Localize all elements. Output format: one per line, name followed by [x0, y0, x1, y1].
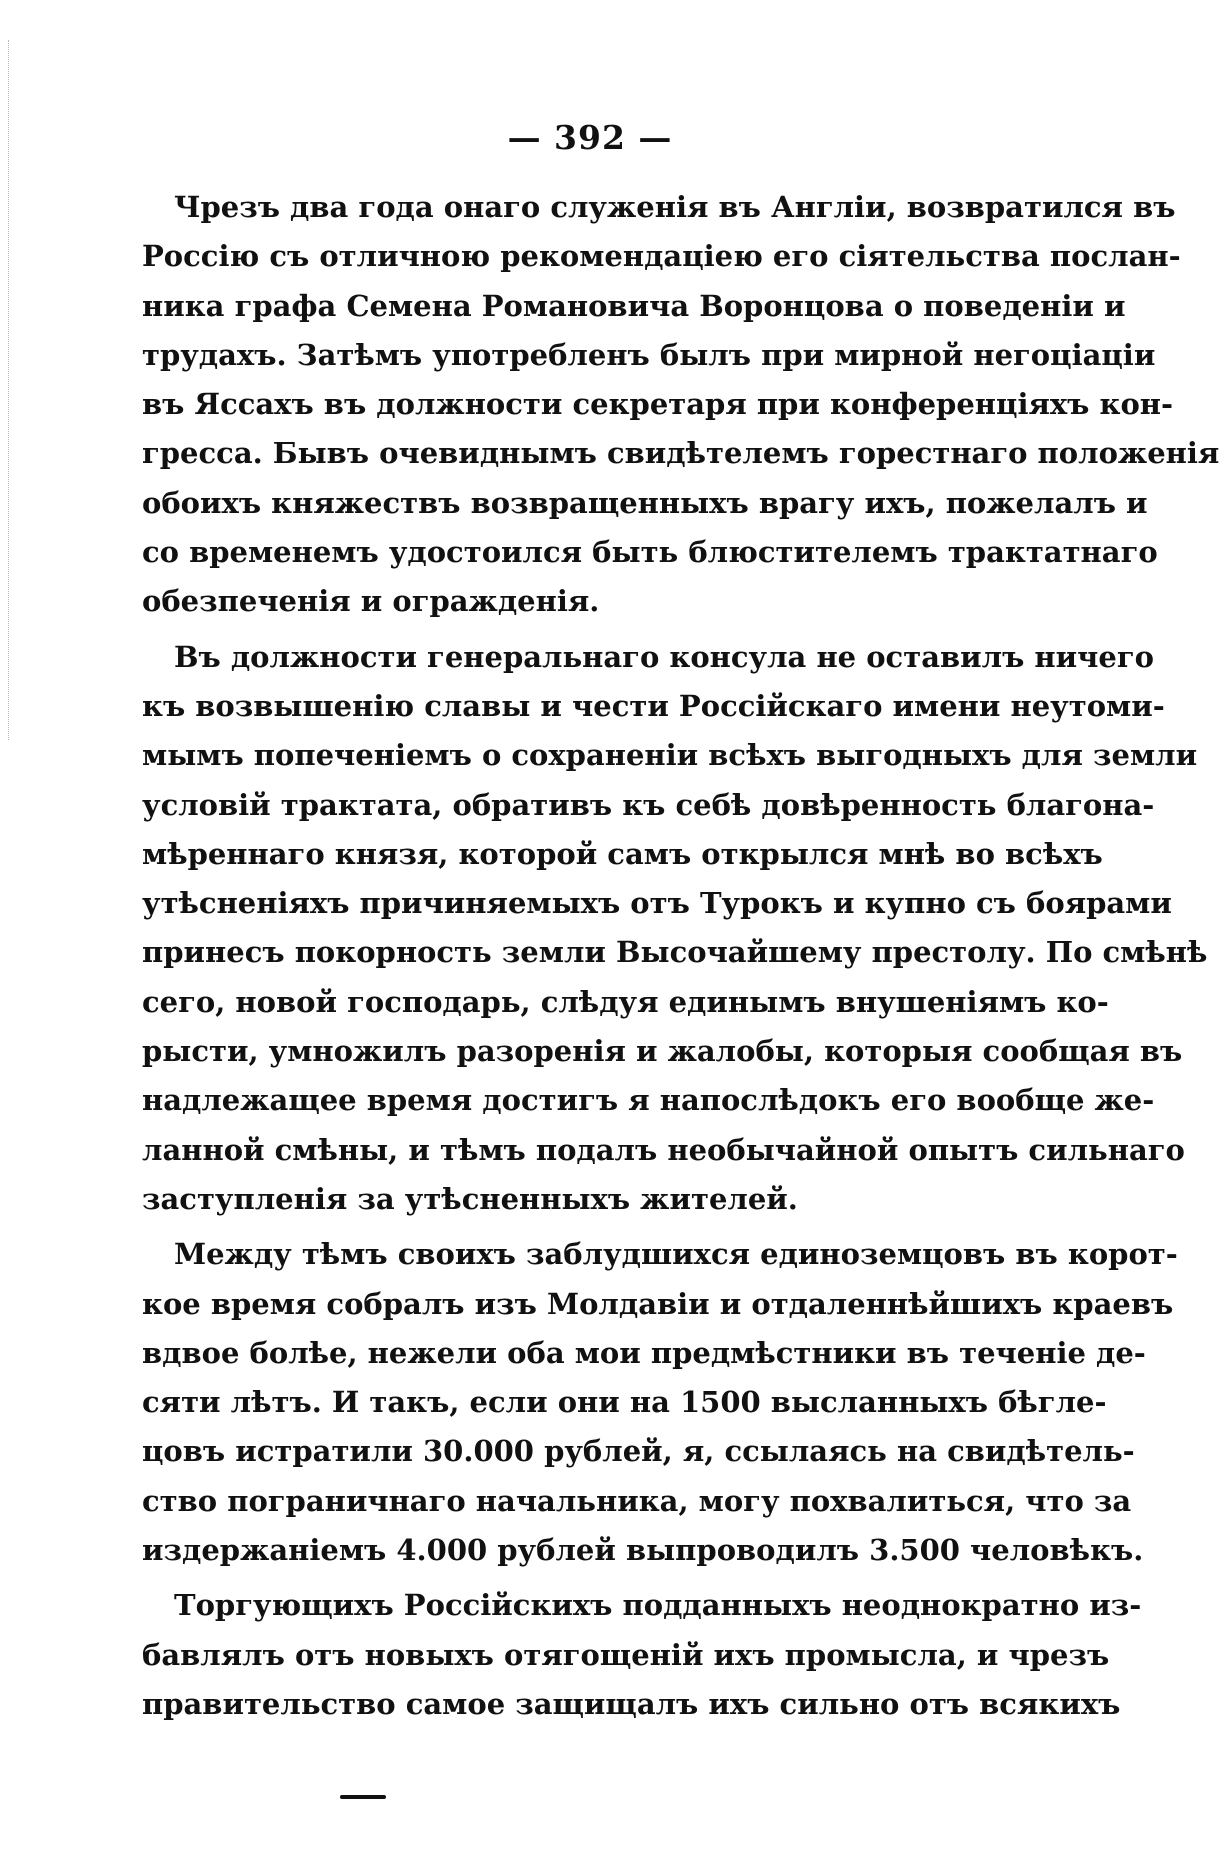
text-line: цовъ истратили 30.000 рублей, я, ссылаясь на свидѣтель-	[142, 1434, 1135, 1469]
text-line: обоихъ княжествъ возвращенныхъ врагу ихъ, пожелалъ и	[142, 485, 1148, 520]
text-line: мѣреннаго князя, которой самъ открылся мнѣ во всѣхъ	[142, 836, 1103, 871]
text-line: заступленія за утѣсненныхъ жителей.	[142, 1181, 798, 1216]
text-line: Россію съ отличною рекомендаціею его сіятельства послан-	[142, 239, 1181, 274]
text-line: къ возвышенію славы и чести Россійскаго имени неутоми-	[142, 688, 1165, 723]
text-line: со временемъ удостоился быть блюстителемъ трактатнаго	[142, 535, 1158, 570]
text-line: Чрезъ два года онаго служенія въ Англіи, возвратился въ	[174, 190, 1176, 224]
text-line: надлежащее время достигъ я напослѣдокъ его вообще же-	[142, 1083, 1155, 1118]
paragraph	[142, 1230, 1178, 1575]
text-line: въ Яссахъ въ должности секретаря при конференціяхъ кон-	[142, 387, 1174, 422]
text-line: Торгующихъ Россійскихъ подданныхъ неоднократно из-	[174, 1588, 1142, 1623]
text-line: ника графа Семена Романовича Воронцова о поведеніи и	[142, 288, 1126, 323]
paragraph	[142, 1581, 1142, 1729]
text-line: условій трактата, обративъ къ себѣ довѣренность благона-	[142, 787, 1155, 822]
text-line: бавлялъ отъ новыхъ отягощеній ихъ промысла, и чрезъ	[142, 1637, 1110, 1672]
text-line: Между тѣмъ своихъ заблудшихся единоземцовъ въ корот-	[174, 1237, 1178, 1272]
text-line: вдвое болѣе, нежели оба мои предмѣстники въ теченіе де-	[142, 1335, 1146, 1370]
text-line: утѣсненіяхъ причиняемыхъ отъ Турокъ и купно съ боярами	[142, 886, 1172, 921]
footer-rule	[340, 1795, 386, 1799]
text-line: Въ должности генеральнаго консула не оставилъ ничего	[174, 639, 1154, 674]
text-line: трудахъ. Затѣмъ употребленъ былъ при мирной негоціаціи	[142, 337, 1156, 372]
text-line: кое время собралъ изъ Молдавіи и отдаленнѣйшихъ краевъ	[142, 1286, 1174, 1321]
text-line: сяти лѣтъ. И такъ, если они на 1500 высланныхъ бѣгле-	[142, 1385, 1107, 1420]
text-line: принесъ покорность земли Высочайшему престолу. По смѣнѣ	[142, 935, 1208, 970]
text-line: ство пограничнаго начальника, могу похвалиться, что за	[142, 1483, 1132, 1518]
text-line: обезпеченія и огражденія.	[142, 584, 600, 619]
text-line: ланной смѣны, и тѣмъ подалъ необычайной опытъ сильнаго	[142, 1132, 1185, 1167]
paragraph	[142, 183, 1219, 627]
text-line: рысти, умножилъ разоренія и жалобы, которыя сообщая въ	[142, 1034, 1183, 1069]
paragraph	[142, 633, 1208, 1225]
text-line: издержаніемъ 4.000 рублей выпроводилъ 3.500 человѣкъ.	[142, 1533, 1144, 1568]
text-line: мымъ попеченіемъ о сохраненіи всѣхъ выгодныхъ для земли	[142, 738, 1198, 773]
page-number: — 392 —	[507, 118, 673, 157]
text-line: гресса. Бывъ очевиднымъ свидѣтелемъ горестнаго положенія	[142, 436, 1219, 471]
text-line: сего, новой господарь, слѣдуя единымъ внушеніямъ ко-	[142, 984, 1109, 1019]
body-text	[142, 183, 1219, 1729]
text-line: правительство самое защищалъ ихъ сильно отъ всякихъ	[142, 1686, 1121, 1721]
